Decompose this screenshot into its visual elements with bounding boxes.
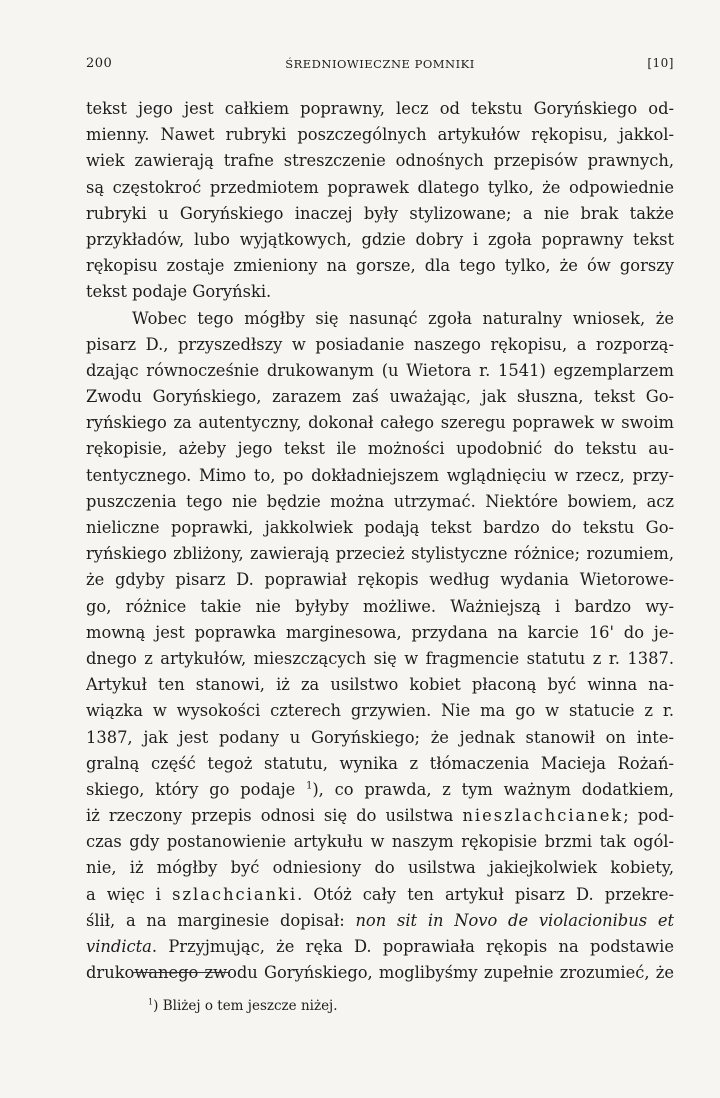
text-segment: ; pod- bbox=[623, 806, 674, 826]
text-line: Wobec tego mógłby się nasunąć zgoła naturalny wniosek, że bbox=[132, 308, 674, 328]
text-segment: ślił, a na marginesie dopisał: bbox=[86, 910, 356, 930]
text-line: nie, iż mógłby być odniesiony do usilstwa jakiejkolwiek kobiety, bbox=[86, 858, 674, 878]
text-line: dzając równocześnie drukowanym (u Wietora r. 1541) egzemplarzem bbox=[86, 360, 674, 380]
page-header bbox=[86, 56, 674, 78]
footnote-divider bbox=[132, 972, 230, 973]
text-segment: skiego, który go podaje bbox=[86, 779, 307, 799]
text-line: 1387, jak jest podany u Goryńskiego; że jednak stanowił on inte- bbox=[86, 727, 674, 747]
text-line: puszczenia tego nie będzie można utrzymać. Niektóre bowiem, acz bbox=[86, 491, 674, 511]
text-line: ryńskiego za autentyczny, dokonał całego szeregu poprawek w swoim bbox=[86, 413, 674, 433]
text-line: ryńskiego zbliżony, zawierają przecież stylistyczne różnice; rozumiem, bbox=[86, 544, 674, 564]
text-line: przykładów, lubo wyjątkowych, gdzie dobry i zgoła poprawny tekst bbox=[86, 229, 674, 249]
text-line: wiek zawierają trafne streszczenie odnośnych przepisów prawnych, bbox=[86, 151, 674, 171]
text-segment: . Otóż cały ten artykuł pisarz D. przekre- bbox=[297, 884, 675, 904]
emphasized-text: szlachcianki bbox=[172, 884, 298, 904]
text-line: tekst podaje Goryński. bbox=[86, 282, 272, 302]
text-line: rękopisu zostaje zmieniony na gorsze, dla tego tylko, że ów gorszy bbox=[86, 256, 674, 276]
text-line: czas gdy postanowienie artykułu w naszym rękopisie brzmi tak ogól- bbox=[86, 832, 674, 852]
text-line: wiązka w wysokości czterech grzywien. Nie ma go w statucie z r. bbox=[86, 701, 674, 721]
text-line: są częstokroć przedmiotem poprawek dlatego tylko, że odpowiednie bbox=[86, 177, 674, 197]
text-line bbox=[86, 803, 674, 829]
text-line: gralną część tegoż statutu, wynika z tłómaczenia Macieja Rożań- bbox=[86, 753, 674, 773]
text-line: rubryki u Goryńskiego inaczej były stylizowane; a nie brak także bbox=[86, 203, 674, 223]
emphasized-text: nieszlachcianek bbox=[462, 806, 624, 826]
text-segment: iż rzeczony przepis odnosi się do usilstwa bbox=[86, 806, 463, 826]
text-line: tekst jego jest całkiem poprawny, lecz od tekstu Goryńskiego od- bbox=[86, 99, 674, 118]
footnote-reference[interactable]: 1 bbox=[306, 780, 313, 792]
text-line: drukowanego zwodu Goryńskiego, moglibyśmy zupełnie zrozumieć, że bbox=[86, 963, 674, 983]
text-line: go, różnice takie nie byłyby możliwe. Ważniejszą i bardzo wy- bbox=[86, 596, 674, 616]
text-line bbox=[86, 777, 674, 803]
footnote-text: ) Bliżej o tem jeszcze niżej. bbox=[153, 998, 338, 1014]
text-segment: ), co prawda, z tym ważnym dodatkiem, bbox=[312, 779, 674, 799]
text-segment: . Przyjmując, że ręka D. poprawiała rękopis na podstawie bbox=[151, 937, 674, 956]
running-title: ŚREDNIOWIECZNE POMNIKI bbox=[285, 57, 475, 71]
latin-quotation: non sit in Novo de violacionibus et bbox=[355, 910, 674, 930]
text-line: rękopisie, ażeby jego tekst ile możności upodobnić do tekstu au- bbox=[86, 439, 674, 459]
text-line: pisarz D., przyszedłszy w posiadanie naszego rękopisu, a rozporzą- bbox=[86, 334, 674, 354]
text-segment: a więc i bbox=[86, 884, 173, 904]
text-line: nieliczne poprawki, jakkolwiek podają tekst bardzo do tekstu Go- bbox=[86, 518, 674, 537]
latin-quotation: vindicta bbox=[86, 937, 152, 956]
footnote bbox=[148, 998, 338, 1014]
text-line: Artykuł ten stanowi, iż za usilstwo kobiet płaconą być winna na- bbox=[86, 675, 674, 695]
footnote-marker: 1 bbox=[148, 996, 154, 1007]
text-line bbox=[86, 882, 674, 908]
text-line: mowną jest poprawka marginesowa, przydana na karcie 16' do je- bbox=[86, 622, 674, 642]
text-line bbox=[86, 908, 674, 934]
text-line: tentycznego. Mimo to, po dokładniejszem wglądnięciu w rzecz, przy- bbox=[86, 465, 674, 485]
section-mark: [10] bbox=[647, 56, 674, 70]
page-number: 200 bbox=[86, 56, 113, 71]
text-line: Zwodu Goryńskiego, zarazem zaś uważając, jak słuszna, tekst Go- bbox=[86, 387, 674, 407]
text-line: dnego z artykułów, mieszczących się w fragmencie statutu z r. 1387. bbox=[86, 648, 674, 668]
text-line bbox=[86, 934, 674, 960]
text-line: że gdyby pisarz D. poprawiał rękopis według wydania Wietorowe- bbox=[86, 570, 674, 590]
text-line: mienny. Nawet rubryki poszczególnych artykułów rękopisu, jakkol- bbox=[86, 125, 674, 145]
body-text bbox=[86, 96, 674, 986]
